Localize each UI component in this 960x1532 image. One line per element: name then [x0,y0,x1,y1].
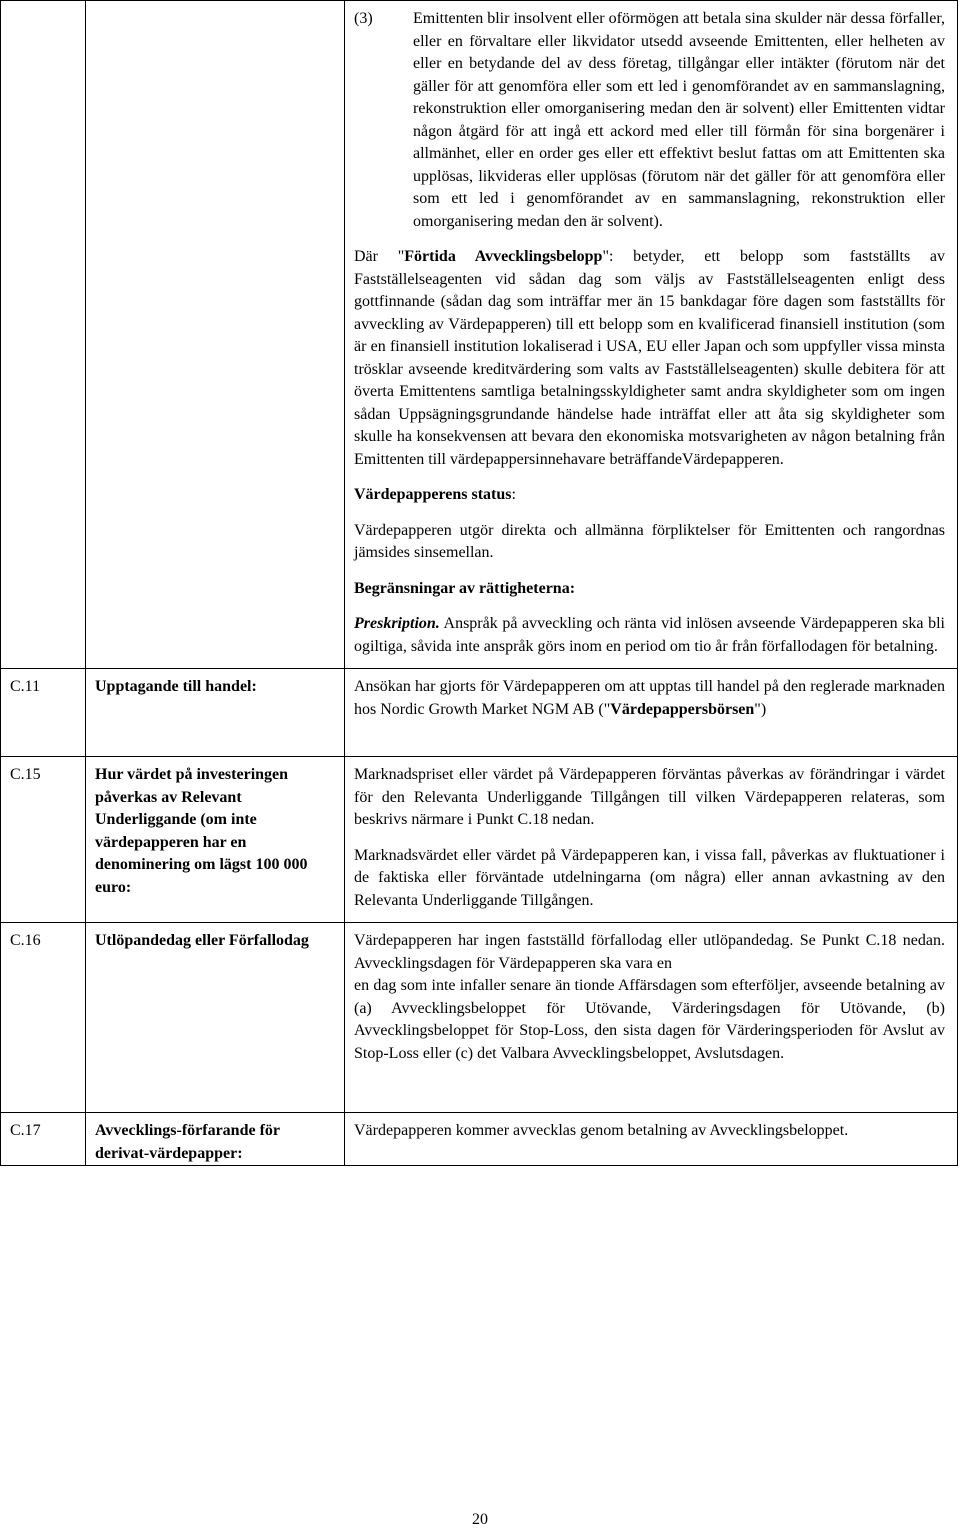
label-cell [86,757,345,923]
list-item [354,8,945,233]
row-label: Upptagande till handel: [95,678,257,695]
row-paragraph: Marknadspriset eller värdet på Värdepapperen förväntas påverkas av förändringar i värdet för den Relevanta Underliggande Tillgången till vilken Värdepapperen relateras, som beskrivs närmare i Punkt C.18 nedan. [354,766,945,828]
list-item-number: (3) [354,10,373,27]
content-cell [345,1,958,669]
row-paragraph [354,676,945,721]
definition-text: ": betyder, ett belopp som fastställts av Fastställelseagenten vid sådan dag som väljs av Fastställelseagenten enligt dess gottfinnande (sådan dag som inträffar mer än 15 bankdagar före dagen som fastställts för avveckling av Värdepapperen) till ett belopp som en kvalificerad finansiell institution (som är en finansiell institution lokaliserad i USA, EU eller Japan och som uppfyller vissa minsta trösklar avseende kreditvärdering som valts av Fastställelseagenten) skulle debitera för att överta Emittentens samtliga betalningsskyldigheter samt andra skyldigheter som om ingen sådan Uppsägningsgrundande händelse hade inträffat eller att åta sig skyldigheter som skulle ha konsekvensen att bevara den ekonomiska motsvarigheten av någon betalning från Emittenten till värdepappersinnehavare beträffandeVärdepapperen. [354,248,946,468]
row-paragraph: Marknadsvärdet eller värdet på Värdepapperen kan, i vissa fall, påverkas av fluktuationer i de faktiska eller förväntade utdelningarna (om några) eller annan avkastning av den Relevanta Underliggande Tillgången. [354,846,945,909]
row-text: Ansökan har gjorts för Värdepapperen om att upptas till handel på den reglerade marknaden hos Nordic Growth Market NGM AB (" [354,678,945,718]
list-item-text: Emittenten blir insolvent eller oförmögen att betala sina skulder när dessa förfaller, eller en förvaltare eller likvidator utsedd avseende Emittenten, eller helheten av eller en betydande del av dess företag, tillgångar eller intäkter (förutom när det gäller för att genomföra eller som ett led i genomförandet av en sammanslagning, rekonstruktion eller omorganisering medan den är solvent) eller Emittenten vidtar någon åtgärd för att ingå ett ackord med eller till förmån för sina borgenärer i allmänhet, eller en order ges eller ett effektivt beslut fattas om att Emittenten ska upplösas, likvideras eller upplösas (förutom när det gäller för att genomföra eller som ett led i genomförandet av en sammanslagning, rekonstruktion eller omorganisering medan den är solvent). [413,10,945,230]
status-heading-colon: : [511,486,516,503]
content-cell [345,923,958,1113]
row-text-end: ") [754,700,767,718]
code-cell [1,1,86,669]
row-label: Avvecklings-förfarande för derivat-värdepapper: [95,1122,280,1162]
status-paragraph: Värdepapperen utgör direkta och allmänna förpliktelser för Emittenten och rangordnas jämsides sinsemellan. [354,521,945,561]
code-cell: C.11 [1,669,86,757]
prescription-text: Anspråk på avveckling och ränta vid inlösen avseende Värdepapperen ska bli ogiltiga, såvida inte anspråk görs inom en period om tio år från förfallodagen för betalning. [354,615,945,655]
row-paragraph: Värdepapperen har ingen fastställd förfallodag eller utlöpandedag. Se Punkt C.18 nedan. Avvecklingsdagen för Värdepapperen ska vara en [354,932,945,972]
status-heading-text: Värdepapperens status [354,486,512,503]
table-row [1,669,958,757]
status-heading [354,484,945,507]
page-number: 20 [472,1511,488,1528]
content-cell [345,757,958,923]
label-cell [86,1,345,669]
code-cell: C.17 [1,1113,86,1166]
row-defined-term: Värdepappersbörsen [610,700,755,718]
row-paragraph: en dag som inte infaller senare än tionde Affärsdagen som efterföljer, avseende betalning av (a) Avvecklingsbeloppet för Utövande, Värderingsdagen för Utövande, (b) Avvecklingsbeloppet för Stop-Loss, den sista dagen för Värderingsperioden för Avslut av Stop-Loss eller (c) det Valbara Avvecklingsbeloppet, Avslutsdagen. [354,977,945,1062]
prescription-paragraph [354,613,945,658]
content-cell [345,1113,958,1166]
prescription-label: Preskription. [354,615,440,632]
label-cell [86,923,345,1113]
limits-heading: Begränsningar av rättigheterna: [354,579,576,597]
table-row [1,757,958,923]
row-label: Utlöpandedag eller Förfallodag [95,932,309,949]
definition-term: Förtida Avvecklingsbelopp [404,248,603,265]
definition-prefix: Där " [354,248,405,265]
table-row [1,1113,958,1166]
label-cell [86,669,345,757]
label-cell [86,1113,345,1166]
table-row [1,1,958,669]
row-paragraph: Värdepapperen kommer avvecklas genom betalning av Avvecklingsbeloppet. [354,1122,849,1139]
content-cell [345,669,958,757]
definition-paragraph [354,246,945,471]
code-cell: C.16 [1,923,86,1113]
table-row [1,923,958,1113]
row-label: Hur värdet på investeringen påverkas av Relevant Underliggande (om inte värdepapperen har en denominering om lägst 100 000 euro: [95,766,308,896]
code-cell: C.15 [1,757,86,923]
